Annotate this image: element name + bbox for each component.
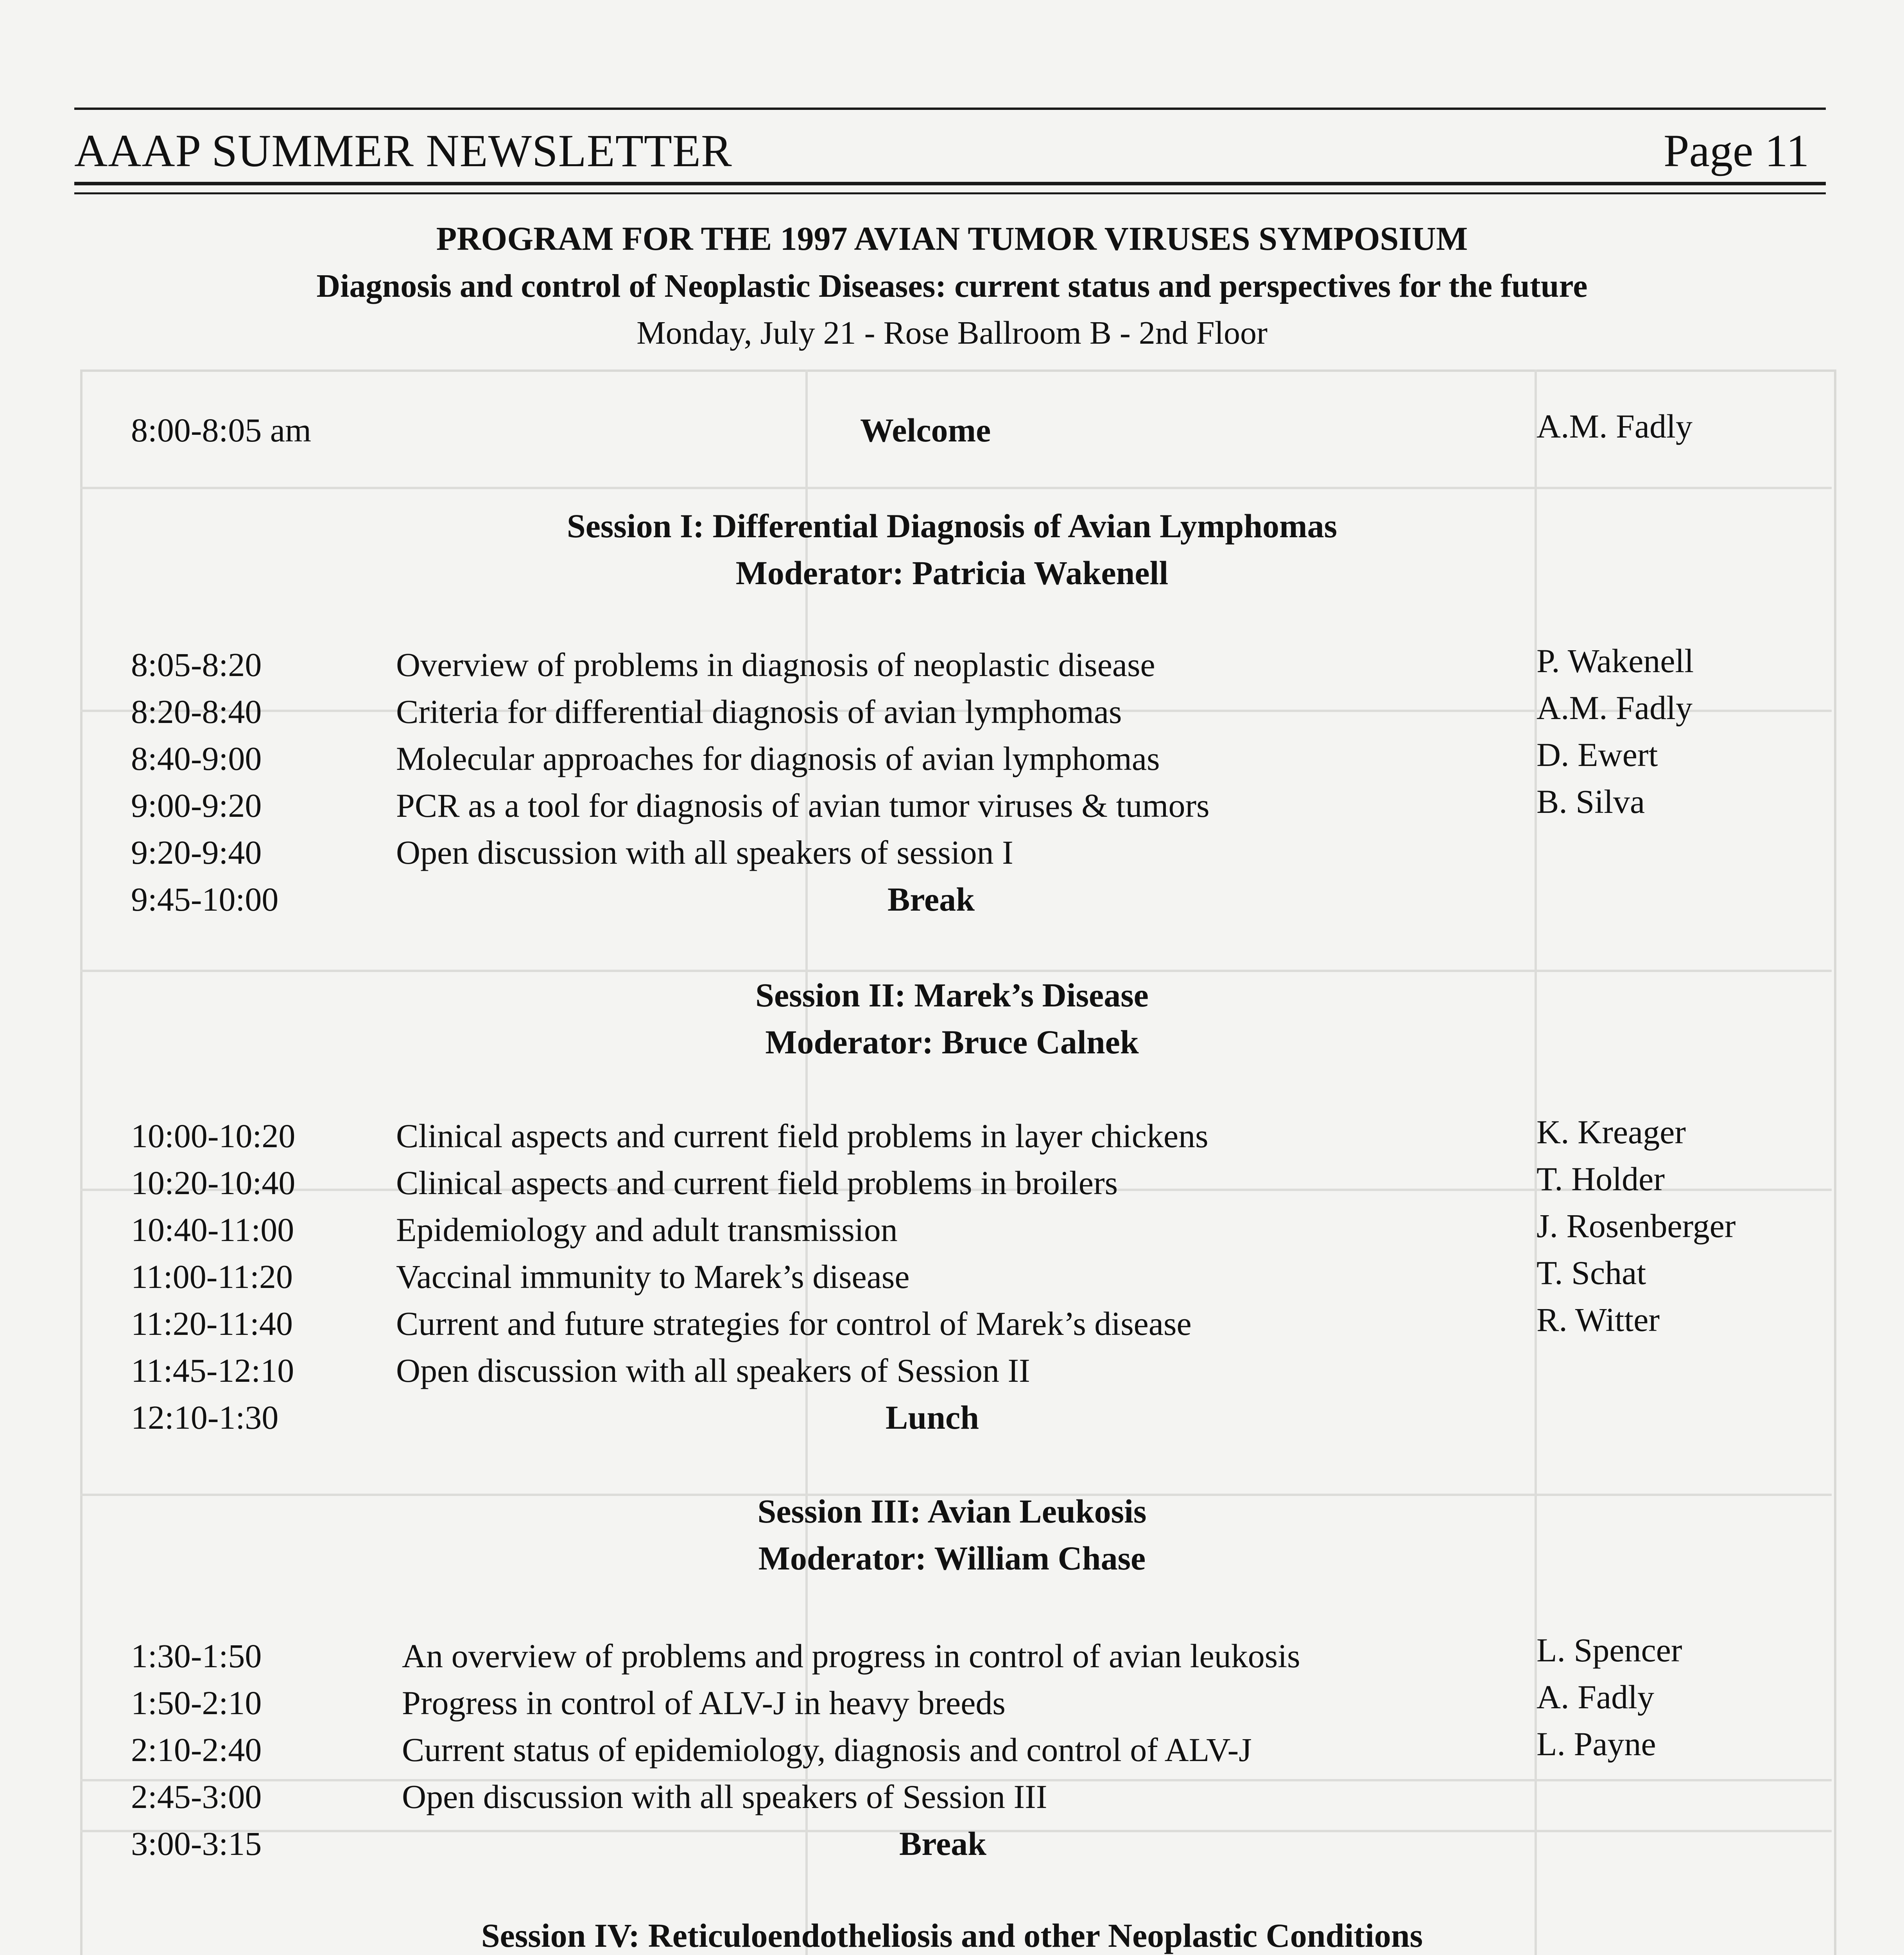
schedule-speaker: T. Holder	[1536, 1160, 1665, 1198]
schedule-topic: Open discussion with all speakers of Session III	[402, 1778, 1047, 1815]
schedule-time: 8:05-8:20	[131, 646, 262, 683]
schedule-topic: Current and future strategies for control of Marek’s disease	[396, 1305, 1192, 1342]
break-label: Break	[899, 1825, 986, 1862]
schedule-topic: An overview of problems and progress in control of avian leukosis	[402, 1637, 1300, 1675]
schedule-topic: Criteria for differential diagnosis of avian lymphomas	[396, 693, 1122, 730]
schedule-speaker: A.M. Fadly	[1536, 689, 1692, 726]
schedule-topic: PCR as a tool for diagnosis of avian tumor viruses & tumors	[396, 787, 1210, 824]
program-subtitle: Diagnosis and control of Neoplastic Diseases: current status and perspectives for the future	[316, 268, 1588, 304]
schedule-speaker: K. Kreager	[1536, 1113, 1686, 1151]
schedule-speaker: L. Payne	[1536, 1725, 1656, 1763]
schedule-speaker: L. Spencer	[1536, 1631, 1682, 1669]
session-3-moderator: Moderator: William Chase	[758, 1539, 1146, 1577]
schedule-topic: Open discussion with all speakers of Session II	[396, 1352, 1030, 1389]
schedule-topic: Progress in control of ALV-J in heavy breeds	[402, 1684, 1006, 1722]
program-title: PROGRAM FOR THE 1997 AVIAN TUMOR VIRUSES SYMPOSIUM	[436, 220, 1468, 257]
schedule-speaker: B. Silva	[1536, 783, 1645, 820]
session-2-title: Session II: Marek’s Disease	[755, 976, 1149, 1014]
welcome-speaker: A.M. Fadly	[1536, 407, 1692, 445]
schedule-topic: Open discussion with all speakers of session I	[396, 834, 1013, 871]
session-2-moderator: Moderator: Bruce Calnek	[765, 1023, 1139, 1061]
schedule-topic: Clinical aspects and current field problems in broilers	[396, 1164, 1118, 1202]
schedule-time: 11:20-11:40	[131, 1305, 293, 1342]
schedule-time: 9:00-9:20	[131, 787, 262, 824]
schedule-time: 10:00-10:20	[131, 1117, 296, 1155]
newsletter-title: AAAP SUMMER NEWSLETTER	[74, 125, 732, 176]
schedule-speaker: R. Witter	[1536, 1301, 1660, 1338]
schedule-topic: Clinical aspects and current field problems in layer chickens	[396, 1117, 1208, 1155]
schedule-time: 2:45-3:00	[131, 1778, 262, 1815]
schedule-time: 2:10-2:40	[131, 1731, 262, 1768]
schedule-topic: Current status of epidemiology, diagnosis and control of ALV-J	[402, 1731, 1252, 1768]
header-top-rule	[74, 108, 1826, 110]
schedule-topic: Vaccinal immunity to Marek’s disease	[396, 1258, 910, 1295]
schedule-topic: Overview of problems in diagnosis of neoplastic disease	[396, 646, 1155, 683]
lunch-time: 12:10-1:30	[131, 1399, 279, 1436]
schedule-topic: Epidemiology and adult transmission	[396, 1211, 898, 1248]
schedule-speaker: A. Fadly	[1536, 1678, 1654, 1716]
schedule-time: 1:50-2:10	[131, 1684, 262, 1722]
schedule-time: 11:45-12:10	[131, 1352, 294, 1389]
welcome-label: Welcome	[860, 411, 991, 449]
header-bottom-rule	[74, 182, 1826, 185]
session-4-title: Session IV: Reticuloendotheliosis and other Neoplastic Conditions	[481, 1917, 1423, 1954]
schedule-speaker: J. Rosenberger	[1536, 1207, 1736, 1245]
page-number: Page 11	[1664, 125, 1809, 176]
schedule-time: 8:20-8:40	[131, 693, 262, 730]
schedule-time: 11:00-11:20	[131, 1258, 293, 1295]
session-1-moderator: Moderator: Patricia Wakenell	[735, 554, 1169, 592]
schedule-time: 9:20-9:40	[131, 834, 262, 871]
session-1-title: Session I: Differential Diagnosis of Avian Lymphomas	[567, 507, 1337, 545]
session-3-title: Session III: Avian Leukosis	[757, 1492, 1147, 1530]
break-time: 9:45-10:00	[131, 881, 279, 918]
schedule-time: 8:40-9:00	[131, 740, 262, 777]
welcome-time: 8:00-8:05 am	[131, 411, 311, 449]
schedule-speaker: P. Wakenell	[1536, 642, 1694, 680]
lunch-label: Lunch	[886, 1399, 979, 1436]
bleed-through-divider	[80, 487, 1832, 489]
break-time: 3:00-3:15	[131, 1825, 262, 1862]
bleed-through-divider	[80, 970, 1832, 972]
schedule-time: 10:40-11:00	[131, 1211, 294, 1248]
schedule-time: 10:20-10:40	[131, 1164, 296, 1202]
header-bottom-rule-thin	[74, 192, 1826, 194]
program-date-line: Monday, July 21 - Rose Ballroom B - 2nd Floor	[636, 315, 1268, 351]
schedule-time: 1:30-1:50	[131, 1637, 262, 1675]
break-label: Break	[887, 881, 975, 918]
schedule-speaker: D. Ewert	[1536, 736, 1658, 773]
schedule-speaker: T. Schat	[1536, 1254, 1646, 1291]
schedule-topic: Molecular approaches for diagnosis of avian lymphomas	[396, 740, 1160, 777]
